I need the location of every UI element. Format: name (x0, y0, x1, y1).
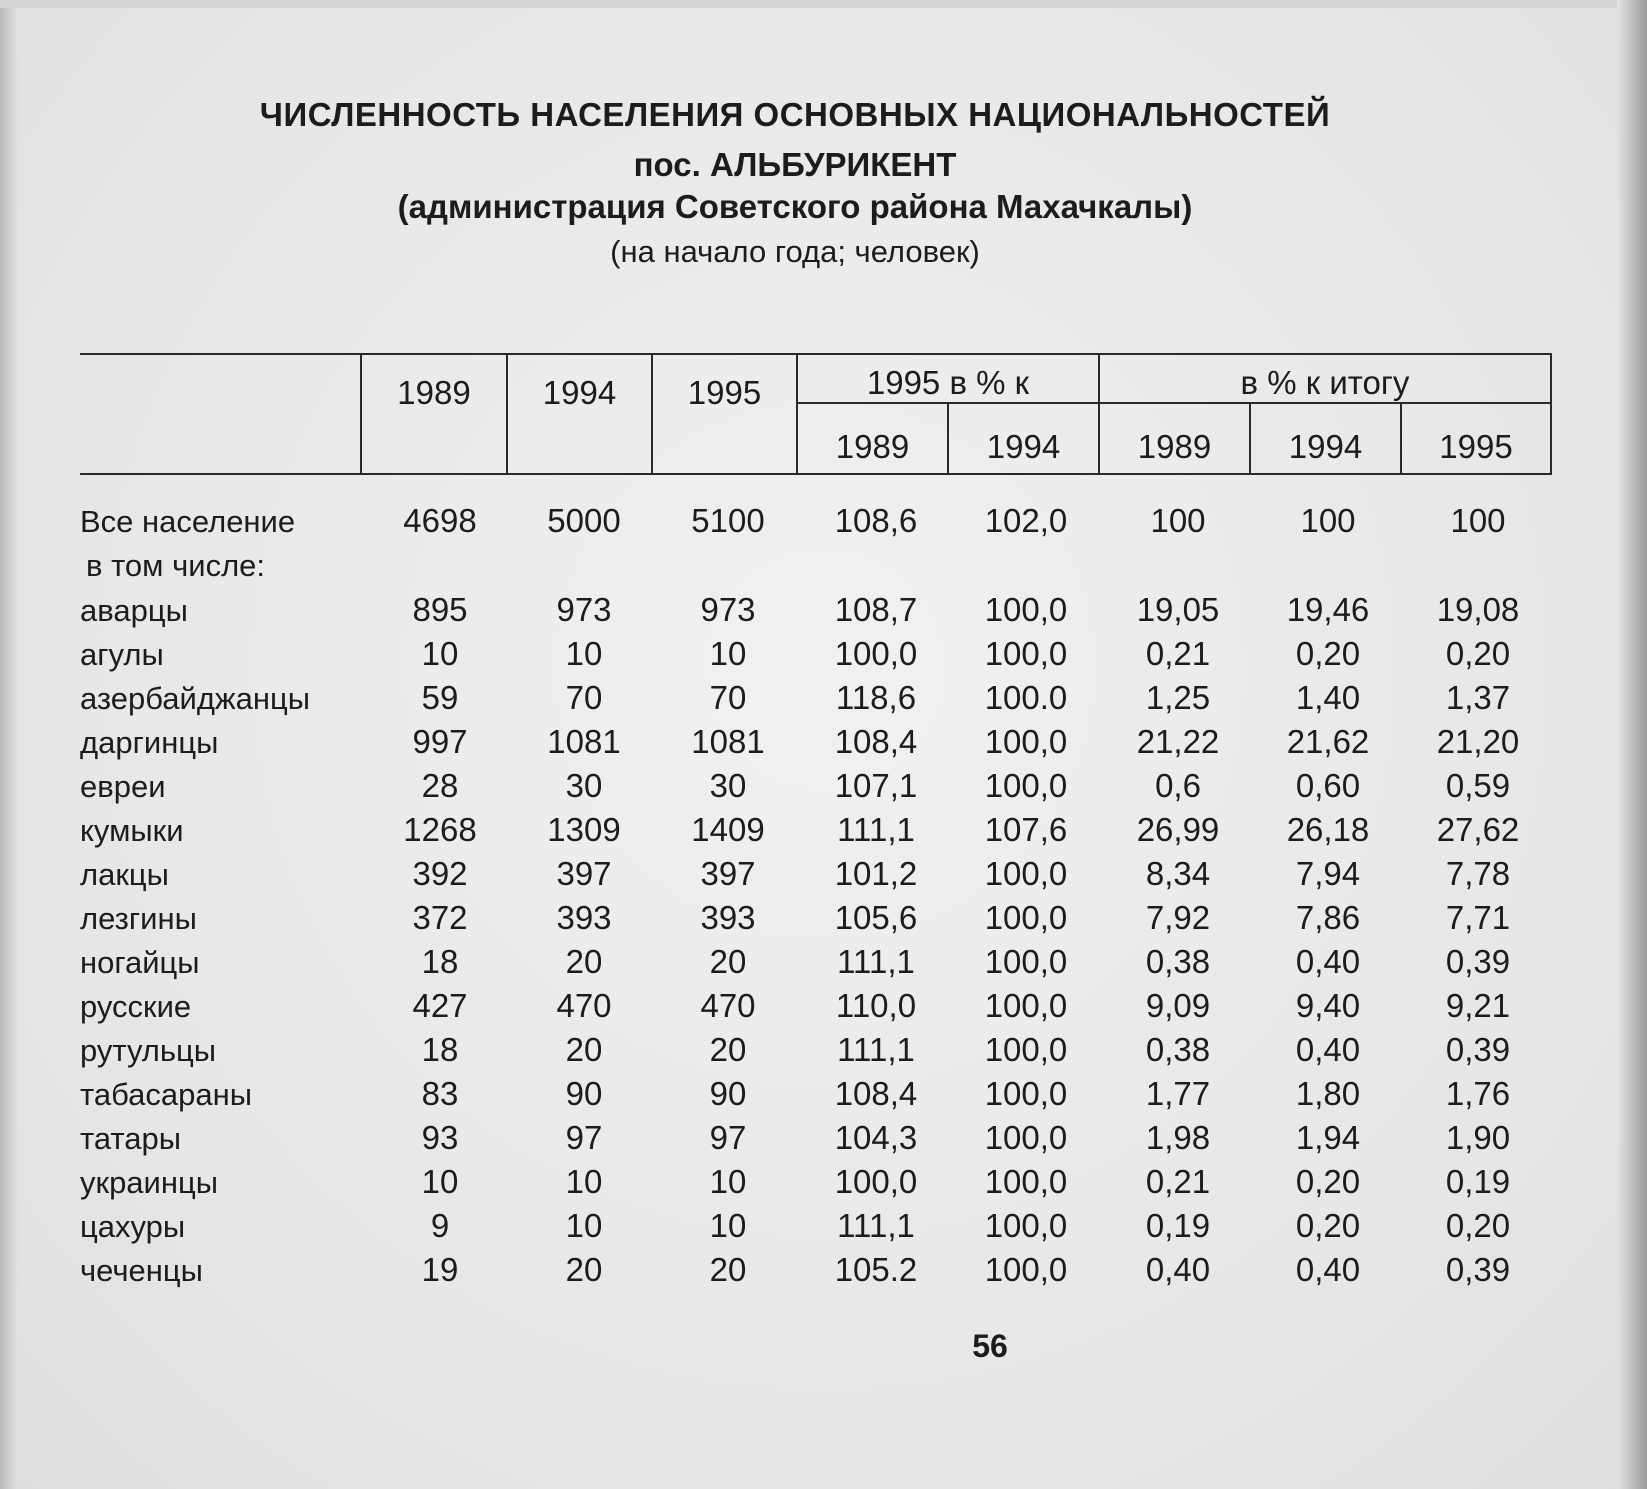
table-cell: 973 (556, 591, 612, 628)
header-pct-group: 1995 в % к (866, 364, 1030, 401)
row-label: ногайцы (80, 945, 200, 980)
table-cell: 0,39 (1445, 1251, 1511, 1288)
table-cell: 0,20 (1295, 1207, 1361, 1244)
table-cell: 393 (556, 899, 612, 936)
page-number: 56 (972, 1328, 1008, 1364)
table-cell: 10 (565, 635, 603, 672)
table-cell: 102,0 (984, 502, 1068, 539)
table-cell: 100,0 (984, 635, 1068, 672)
title-line-4: (на начало года; человек) (610, 234, 980, 269)
table-cell: 105.2 (834, 1251, 918, 1288)
table-cell: 111,1 (837, 1207, 915, 1244)
table-cell: 100,0 (984, 1119, 1068, 1156)
row-label: аварцы (80, 593, 188, 628)
table-cell: 101,2 (834, 855, 918, 892)
table-cell: 100,0 (984, 987, 1068, 1024)
table-cell: 0,59 (1445, 767, 1511, 804)
table-cell: 107,1 (834, 767, 918, 804)
table-cell: 5000 (547, 502, 621, 539)
table-cell: 1,90 (1445, 1119, 1511, 1156)
table-cell: 1081 (547, 723, 621, 760)
table-cell: 9,09 (1145, 987, 1211, 1024)
table-cell: 1309 (547, 811, 621, 848)
table-cell: 100,0 (984, 1075, 1068, 1112)
table-cell: 470 (556, 987, 612, 1024)
table-cell: 427 (412, 987, 468, 1024)
table-cell: 9,40 (1295, 987, 1361, 1024)
table-cell: 1081 (691, 723, 765, 760)
table-cell: 0,38 (1145, 1031, 1211, 1068)
table-cell: 0,39 (1445, 1031, 1511, 1068)
table-cell: 97 (709, 1119, 747, 1156)
row-label-total: Все население (80, 504, 296, 539)
table-cell: 111,1 (837, 943, 915, 980)
header-share-1994: 1994 (1288, 428, 1363, 465)
table-cell: 19 (421, 1251, 459, 1288)
table-cell: 0,40 (1295, 1031, 1361, 1068)
col-divider (360, 353, 362, 475)
col-divider (506, 353, 508, 475)
table-top-rule (80, 353, 1552, 355)
table-cell: 100,0 (984, 1251, 1068, 1288)
table-cell: 372 (412, 899, 468, 936)
table-cell: 108,4 (834, 1075, 918, 1112)
table-cell: 973 (700, 591, 756, 628)
table-cell: 90 (565, 1075, 603, 1112)
table-cell: 0,21 (1145, 1163, 1211, 1200)
row-label: кумыки (80, 813, 184, 848)
table-header-bottom-rule (80, 473, 1552, 475)
table-cell: 19,46 (1286, 591, 1370, 628)
table-cell: 100.0 (984, 679, 1068, 716)
header-1989: 1989 (397, 374, 471, 411)
header-1994: 1994 (542, 374, 617, 411)
table-cell: 1268 (403, 811, 477, 848)
table-cell: 7,94 (1295, 855, 1361, 892)
table-cell: 20 (565, 1251, 603, 1288)
table-cell: 9 (430, 1207, 450, 1244)
table-cell: 118,6 (835, 679, 917, 716)
table-cell: 93 (421, 1119, 459, 1156)
table-cell: 895 (412, 591, 468, 628)
table-cell: 107,6 (984, 811, 1068, 848)
header-pct-1989: 1989 (835, 428, 910, 465)
row-label: лезгины (80, 901, 197, 936)
table-cell: 397 (700, 855, 756, 892)
table-cell: 100,0 (984, 1207, 1068, 1244)
table-cell: 100,0 (834, 635, 918, 672)
table-cell: 1,77 (1145, 1075, 1211, 1112)
table-cell: 27,62 (1436, 811, 1520, 848)
subtotal-label: в том числе: (86, 548, 266, 583)
row-label: рутульцы (80, 1033, 217, 1068)
header-1995: 1995 (687, 374, 762, 411)
col-divider (651, 353, 653, 475)
table-cell: 18 (421, 943, 459, 980)
table-cell: 393 (700, 899, 756, 936)
table-cell: 1,25 (1145, 679, 1211, 716)
table-cell: 1,80 (1295, 1075, 1361, 1112)
table-cell: 19,05 (1136, 591, 1220, 628)
table-cell: 111,1 (837, 811, 915, 848)
row-label: татары (80, 1121, 182, 1156)
table-cell: 21,22 (1136, 723, 1220, 760)
table-cell: 5100 (691, 502, 765, 539)
table-cell: 104,3 (834, 1119, 918, 1156)
scan-top-edge (0, 0, 1647, 8)
table-cell: 26,99 (1136, 811, 1220, 848)
table-cell: 397 (556, 855, 612, 892)
row-label: цахуры (80, 1209, 186, 1244)
row-label: евреи (80, 769, 166, 804)
table-cell: 100,0 (984, 899, 1068, 936)
table-cell: 0,40 (1145, 1251, 1211, 1288)
title-line-1: ЧИСЛЕННОСТЬ НАСЕЛЕНИЯ ОСНОВНЫХ НАЦИОНАЛЬНОСТЕЙ (259, 96, 1331, 133)
table-cell: 83 (421, 1075, 459, 1112)
row-label: лакцы (80, 857, 169, 892)
table-cell: 470 (700, 987, 756, 1024)
table-cell: 20 (709, 1031, 747, 1068)
table-cell: 997 (412, 723, 468, 760)
subheader-rule (796, 402, 1552, 404)
table-cell: 0,21 (1145, 635, 1211, 672)
scan-right-edge (1617, 0, 1647, 1489)
table-cell: 100,0 (984, 767, 1068, 804)
table-cell: 100,0 (984, 723, 1068, 760)
table-cell: 9,21 (1445, 987, 1511, 1024)
table-cell: 1,94 (1295, 1119, 1361, 1156)
table-cell: 100,0 (834, 1163, 918, 1200)
table-cell: 70 (565, 679, 603, 716)
table-cell: 0,20 (1295, 635, 1361, 672)
table-cell: 100,0 (984, 855, 1068, 892)
table-cell: 20 (565, 943, 603, 980)
table-cell: 1,37 (1445, 679, 1511, 716)
table-cell: 59 (421, 679, 459, 716)
table-cell: 0,20 (1445, 1207, 1511, 1244)
table-cell: 0,19 (1445, 1163, 1511, 1200)
table-cell: 100 (1150, 502, 1206, 539)
row-label: чеченцы (80, 1253, 203, 1288)
table-cell: 7,71 (1445, 899, 1511, 936)
col-divider (1550, 353, 1552, 475)
table-cell: 100 (1450, 502, 1506, 539)
table-cell: 20 (709, 1251, 747, 1288)
table-cell: 10 (565, 1207, 603, 1244)
row-label: табасараны (80, 1077, 252, 1112)
table-cell: 10 (709, 1163, 747, 1200)
table-cell: 70 (709, 679, 747, 716)
table-cell: 10 (421, 1163, 459, 1200)
table-cell: 30 (565, 767, 603, 804)
table-cell: 392 (412, 855, 468, 892)
table-cell: 90 (709, 1075, 747, 1112)
table-cell: 0,38 (1145, 943, 1211, 980)
table-cell: 7,78 (1445, 855, 1511, 892)
table-cell: 19,08 (1436, 591, 1520, 628)
title-line-2: пос. АЛЬБУРИКЕНТ (633, 146, 957, 183)
header-pct-1994: 1994 (986, 428, 1061, 465)
table-cell: 97 (565, 1119, 603, 1156)
table-cell: 1,98 (1145, 1119, 1211, 1156)
table-cell: 105,6 (834, 899, 918, 936)
table-cell: 0,20 (1295, 1163, 1361, 1200)
table-cell: 0,20 (1445, 635, 1511, 672)
table-cell: 10 (421, 635, 459, 672)
table-cell: 20 (709, 943, 747, 980)
table-cell: 0,40 (1295, 943, 1361, 980)
table-cell: 108,4 (834, 723, 918, 760)
row-label: азербайджанцы (80, 681, 311, 716)
table-cell: 10 (565, 1163, 603, 1200)
table-cell: 100,0 (984, 591, 1068, 628)
table-cell: 10 (709, 1207, 747, 1244)
table-cell: 0,6 (1155, 767, 1201, 804)
header-share-1995: 1995 (1439, 428, 1513, 465)
table-cell: 21,20 (1436, 723, 1520, 760)
table-cell: 1,40 (1295, 679, 1361, 716)
table-cell: 7,92 (1145, 899, 1211, 936)
table-cell: 28 (421, 767, 459, 804)
table-cell: 100,0 (984, 943, 1068, 980)
table-cell: 100 (1300, 502, 1356, 539)
table-cell: 0,40 (1295, 1251, 1361, 1288)
title-line-3: (администрация Советского района Махачкалы) (397, 188, 1193, 225)
table-cell: 21,62 (1286, 723, 1370, 760)
table-cell: 110,0 (835, 987, 917, 1024)
table-cell: 7,86 (1295, 899, 1361, 936)
row-label: русские (80, 989, 192, 1024)
table-cell: 100,0 (984, 1031, 1068, 1068)
row-label: даргинцы (80, 725, 219, 760)
table-cell: 20 (565, 1031, 603, 1068)
table-cell: 108,6 (834, 502, 918, 539)
table-cell: 10 (709, 635, 747, 672)
table-cell: 1,76 (1445, 1075, 1511, 1112)
table-cell: 4698 (403, 502, 477, 539)
header-share-1989: 1989 (1137, 428, 1212, 465)
table-cell: 100,0 (984, 1163, 1068, 1200)
row-label: агулы (80, 637, 164, 672)
row-label: украинцы (80, 1165, 219, 1200)
table-cell: 111,1 (837, 1031, 915, 1068)
table-cell: 0,19 (1145, 1207, 1211, 1244)
table-cell: 26,18 (1286, 811, 1370, 848)
table-cell: 8,34 (1145, 855, 1211, 892)
table-cell: 30 (709, 767, 747, 804)
table-cell: 0,39 (1445, 943, 1511, 980)
table-cell: 1409 (691, 811, 765, 848)
table-cell: 0,60 (1295, 767, 1361, 804)
table-cell: 108,7 (834, 591, 918, 628)
header-share-group: в % к итогу (1240, 364, 1410, 401)
table-cell: 18 (421, 1031, 459, 1068)
